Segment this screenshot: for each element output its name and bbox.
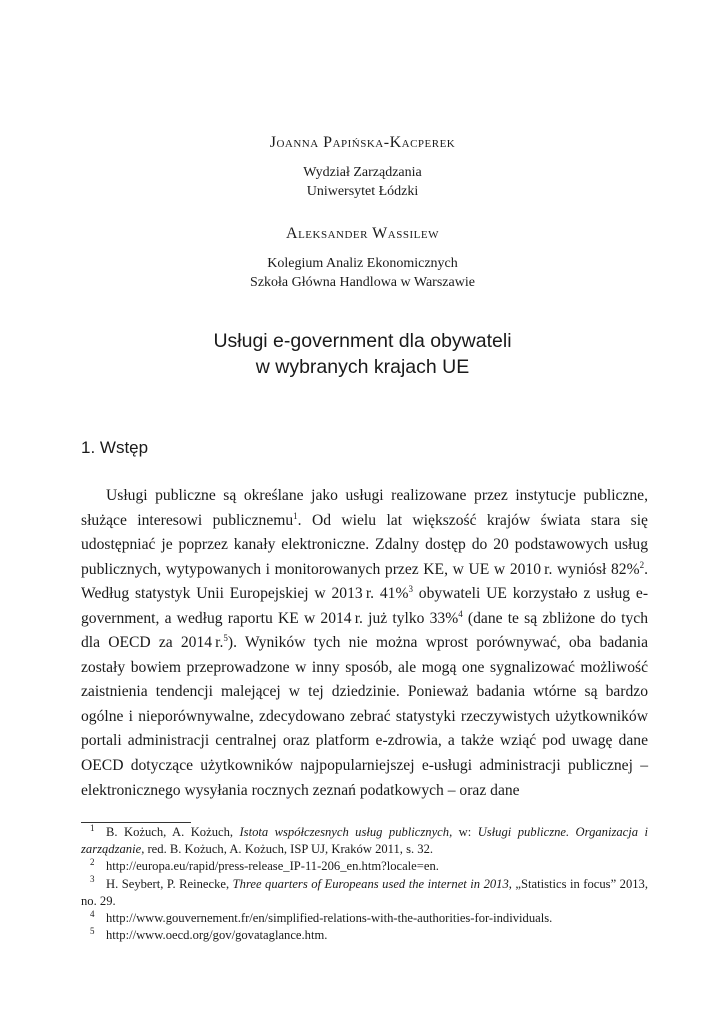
footnote-link[interactable]: http://europa.eu/rapid/press-release_IP-11-206_en.htm?locale=en. — [106, 859, 439, 874]
author-name-2: Aleksander Wassilew — [286, 225, 439, 242]
body-text-part: obywateli UE korzystało z usług e-government, a według raportu KE w 2014 r. już tylko 33% — [81, 585, 649, 627]
footnotes — [81, 824, 648, 944]
body-text-part: ). Wyników tych nie można wprost porównywać, oba badania zostały bowiem przeprowadzone w inny sposób, ale mogą one sygnalizować możliwość zaistnienia tendencji malejącej w tej dziedzinie. Ponieważ badania wtórne są bardzo ogólne i nieporównywalne, zdecydowano zebrać statystyki rzeczywistych użytkowników portali administracji centralnej oraz platform e-zdrowia, a także wziąć pod uwagę dane OECD dotyczące użytkowników najpopularniejszej e-usługi administracji publicznej – elektronicznego wysyłania rocznych zeznań podatkowych – oraz dane — [81, 634, 649, 799]
footnote-ref-3[interactable]: 3 — [408, 584, 413, 594]
paper-title-line-1: Usługi e-government dla obywateli — [213, 330, 512, 352]
footnote-italic-title: Usługi publiczne. Organizacja i zarządzanie — [81, 825, 648, 857]
body-text-part: . Według statystyk Unii Europejskiej w 2013 r. 41% — [81, 560, 648, 603]
author-affiliation-2-line-1: Kolegium Analiz Ekonomicznych — [267, 256, 458, 271]
footnote-link[interactable]: http://www.gouvernement.fr/en/simplified-relations-with-the-authorities-for-individuals. — [106, 911, 553, 926]
footnote-4: $^4$ http://www.gouvernement.fr/en/simplified-relations-with-the-authorities-for-individuals. — [90, 908, 553, 926]
body-paragraph — [81, 484, 648, 803]
footnote-link[interactable]: http://www.oecd.org/gov/govataglance.htm. — [106, 928, 328, 943]
footnote-text: , w: — [449, 825, 478, 839]
author-affiliation-1-line-2: Uniwersytet Łódzki — [306, 184, 419, 199]
footnote-text: , red. B. Kożuch, A. Kożuch, ISP UJ, Kraków 2011, s. 32. — [141, 842, 434, 857]
footnote-separator — [81, 822, 191, 823]
footnote-ref-5[interactable]: 5 — [223, 633, 228, 644]
section-heading: 1. Wstęp — [81, 438, 149, 457]
footnote-3: $^3$ H. Seybert, P. Reinecke, Three quarters of Europeans used the internet in 2013, „Statistics in focus” 2013, no. 29. — [81, 874, 649, 908]
author-affiliation-2-line-2: Szkoła Główna Handlowa w Warszawie — [250, 275, 475, 290]
footnote-ref-1[interactable]: 1 — [293, 510, 298, 521]
footnote-italic-title: Three quarters of Europeans used the internet in 2013 — [232, 876, 509, 891]
paper-title-line-2: w wybranych krajach UE — [255, 356, 470, 378]
footnote-5: $^5$ http://www.oecd.org/gov/govataglance.htm. — [90, 926, 328, 943]
footnote-ref-2[interactable]: 2 — [639, 559, 645, 570]
footnote-ref-4[interactable]: 4 — [458, 608, 463, 619]
footnote-text: B. Kożuch, A. Kożuch, — [106, 825, 240, 839]
footnote-italic-title: Istota współczesnych usług publicznych — [239, 825, 450, 839]
body-text-part: Usługi publiczne są określane jako usługi realizowane przez instytucje publiczne, służące interesowi publicznemu — [81, 487, 648, 529]
author-affiliation-1-line-1: Wydział Zarządzania — [303, 165, 422, 180]
footnote-text: H. Seybert, P. Reinecke, — [106, 876, 233, 891]
author-name-1: Joanna Papińska-Kacperek — [269, 134, 456, 151]
body-text-part: (dane te są zbliżone do tych dla OECD za 2014 r. — [81, 609, 648, 652]
footnote-1: $^1$ B. Kożuch, A. Kożuch, Istota współczesnych usług publicznych, w: Usługi publiczne. Organizacja i zarządzanie, red. B. Kożuch, A. Kożuch, ISP UJ, Kraków 2011, s. 32. — [81, 822, 648, 857]
footnote-2: $^2$ http://europa.eu/rapid/press-release_IP-11-206_en.htm?locale=en. — [90, 857, 439, 874]
body-text-part: . Od wielu lat większość krajów świata stara się udostępniać je poprzez kanały elektroniczne. Zdalny dostęp do 20 podstawowych usług publicznych, wytypowanych i monitorowanych przez KE, w UE w 2010 r. wyniósł 82% — [81, 511, 648, 578]
footnote-text: , „Statistics in focus” 2013, no. 29. — [81, 876, 649, 908]
